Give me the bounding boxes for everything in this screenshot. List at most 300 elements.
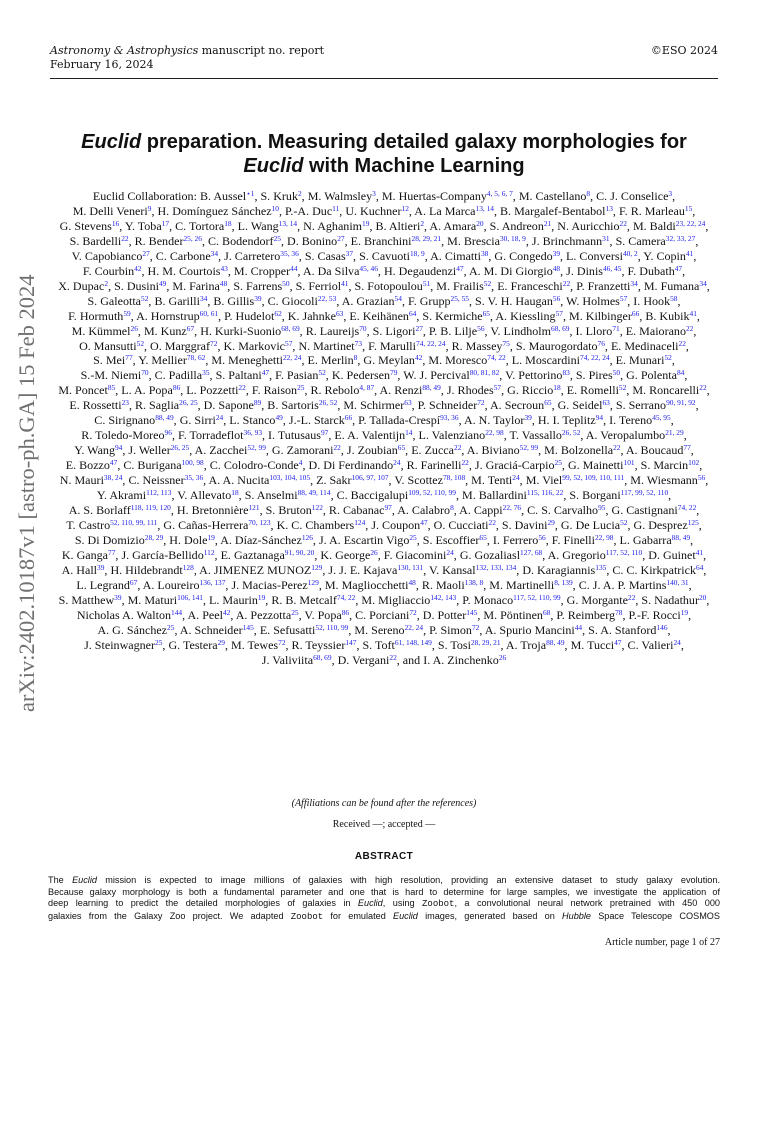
affiliation-superscript[interactable]: 63: [404, 398, 412, 408]
header-rule: [50, 78, 718, 79]
affiliation-superscript[interactable]: 49: [275, 413, 283, 423]
affiliation-superscript[interactable]: 41: [689, 308, 697, 318]
affiliation-superscript[interactable]: 47: [420, 517, 428, 527]
author-name: W. J. Percival$^{80, 81, 82}$: [403, 368, 500, 383]
author-name: L. Wang$^{13, 14}$: [237, 218, 298, 233]
affiliation-superscript[interactable]: 128: [182, 562, 194, 572]
affiliation-superscript[interactable]: 97: [320, 428, 329, 438]
affiliation-superscript[interactable]: 70: [359, 323, 367, 333]
affiliation-superscript[interactable]: 39: [114, 592, 122, 602]
affiliation-superscript[interactable]: 12: [401, 203, 409, 213]
affiliation-superscript[interactable]: 91, 90, 20: [284, 547, 315, 557]
affiliation-superscript[interactable]: 142, 143: [430, 592, 457, 602]
affiliation-superscript[interactable]: 26, 52: [561, 428, 581, 438]
affiliation-superscript[interactable]: 72: [409, 607, 417, 617]
affiliation-superscript[interactable]: 22: [333, 443, 341, 453]
affiliation-superscript[interactable]: 2: [104, 278, 109, 288]
affiliation-superscript[interactable]: 122: [311, 503, 323, 513]
affiliation-superscript[interactable]: 68, 69: [313, 652, 332, 662]
affiliation-superscript[interactable]: 68: [542, 607, 551, 617]
affiliation-superscript[interactable]: 22: [121, 233, 129, 243]
affiliation-superscript[interactable]: 80, 81, 82: [469, 368, 500, 378]
affiliation-superscript[interactable]: 8: [450, 503, 454, 513]
affiliation-superscript[interactable]: 22, 53: [317, 293, 337, 303]
affiliation-superscript[interactable]: 145: [466, 607, 478, 617]
author-name: C. Giocoli$^{22, 53}$: [267, 293, 337, 308]
affiliation-superscript[interactable]: 99, 52, 109, 110, 111: [562, 473, 625, 483]
affiliation-superscript[interactable]: 25: [167, 622, 175, 632]
affiliation-superscript[interactable]: 72: [477, 398, 485, 408]
affiliation-superscript[interactable]: 138, 8: [464, 577, 484, 587]
affiliation-superscript[interactable]: 65: [544, 398, 552, 408]
affiliation-superscript[interactable]: 3: [372, 189, 376, 198]
affiliation-superscript[interactable]: 72: [471, 622, 480, 632]
affiliation-superscript[interactable]: 52: [483, 278, 492, 288]
affiliation-superscript[interactable]: 56: [477, 323, 485, 333]
affiliation-superscript[interactable]: 26: [130, 323, 138, 333]
affiliation-superscript[interactable]: 4, 87: [359, 383, 375, 393]
affiliation-superscript[interactable]: 2: [297, 189, 302, 198]
affiliation-superscript[interactable]: 56: [538, 532, 546, 542]
affiliation-superscript[interactable]: 38, 24: [103, 473, 123, 483]
affiliation-superscript[interactable]: 145: [242, 622, 254, 632]
affiliation-superscript[interactable]: 106, 141: [177, 592, 203, 602]
affiliation-superscript[interactable]: 44: [290, 263, 298, 273]
affiliation-superscript[interactable]: 24: [673, 637, 681, 647]
affiliation-superscript[interactable]: 23: [121, 398, 129, 408]
affiliation-superscript[interactable]: 125: [687, 517, 699, 527]
affiliation-superscript[interactable]: 35, 36: [184, 473, 204, 483]
author-name: J.-L. Starck$^{66}$: [288, 413, 353, 428]
author-name: S. Pires$^{50}$: [575, 368, 621, 383]
author-name: E. A. Valentijn$^{14}$: [334, 428, 413, 443]
affiliation-superscript[interactable]: 63: [602, 398, 610, 408]
affiliation-superscript[interactable]: 4, 5, 6, 7: [486, 189, 513, 198]
affiliation-superscript[interactable]: 35: [202, 368, 210, 378]
affiliation-superscript[interactable]: 77: [108, 547, 116, 557]
affiliation-superscript[interactable]: 47: [261, 368, 270, 378]
affiliation-superscript[interactable]: 48: [408, 577, 416, 587]
author-name: A. Veropalumbo$^{21, 29}$: [585, 428, 684, 443]
affiliation-superscript[interactable]: 25: [291, 607, 299, 617]
affiliation-superscript[interactable]: 34: [199, 293, 208, 303]
affiliation-superscript[interactable]: 76: [597, 338, 605, 348]
affiliation-superscript[interactable]: 24: [215, 413, 224, 423]
affiliation-superscript[interactable]: 22: [389, 652, 397, 662]
italic-term: Euclid: [393, 910, 418, 921]
affiliation-superscript[interactable]: 28, 29: [144, 532, 164, 542]
affiliation-superscript[interactable]: 68, 69: [281, 323, 300, 333]
author-name: M. Fumana$^{34}$: [643, 278, 707, 293]
affiliation-superscript[interactable]: 58: [670, 293, 678, 303]
affiliation-superscript[interactable]: 23, 22, 24: [675, 218, 706, 228]
affiliation-superscript[interactable]: 44: [574, 622, 583, 632]
affiliation-superscript[interactable]: 45, 46: [359, 263, 378, 273]
affiliation-superscript[interactable]: 112, 113: [146, 488, 172, 498]
affiliation-superscript[interactable]: 57: [619, 293, 628, 303]
affiliation-superscript[interactable]: 27: [415, 323, 423, 333]
author-name: F. Grupp$^{25, 55}$: [407, 293, 469, 308]
affiliation-superscript[interactable]: 19: [257, 592, 266, 602]
affiliation-superscript[interactable]: 74, 22: [487, 353, 506, 363]
affiliation-superscript[interactable]: 22, 24: [404, 622, 424, 632]
affiliation-superscript[interactable]: 38: [480, 248, 489, 258]
affiliation-superscript[interactable]: 35, 36: [280, 248, 299, 258]
affiliation-superscript[interactable]: 22: [461, 458, 469, 468]
affiliation-superscript[interactable]: 18: [553, 383, 561, 393]
affiliation-superscript[interactable]: 112: [203, 547, 215, 557]
affiliation-superscript[interactable]: 66: [344, 413, 353, 423]
affiliation-superscript[interactable]: 22: [678, 338, 686, 348]
author-name: G. Desprez$^{125}$: [633, 517, 699, 532]
affiliation-superscript[interactable]: 72: [210, 338, 218, 348]
affiliation-superscript[interactable]: 39: [524, 413, 532, 423]
affiliation-superscript[interactable]: 147: [345, 637, 357, 647]
affiliation-superscript[interactable]: 40, 2: [622, 248, 638, 258]
author-name: A. Gregorio$^{117, 52, 110}$: [547, 547, 643, 562]
author-name: S. Bruton$^{122}$: [265, 503, 323, 518]
affiliation-superscript[interactable]: 96: [164, 428, 172, 438]
affiliation-superscript[interactable]: 109, 52, 110, 99: [408, 488, 456, 498]
affiliation-superscript[interactable]: 117, 99, 52, 110: [620, 488, 669, 498]
affiliation-superscript[interactable]: 25: [554, 458, 562, 468]
affiliation-superscript[interactable]: 136, 137: [199, 577, 226, 587]
affiliation-superscript[interactable]: 47: [109, 458, 118, 468]
affiliation-superscript[interactable]: 86: [341, 607, 350, 617]
affiliation-superscript[interactable]: 60, 61: [199, 308, 219, 318]
author-name: H. M. Courtois$^{43}$: [147, 263, 228, 278]
affiliation-superscript[interactable]: 48: [552, 263, 561, 273]
author-name: G. Cañas-Herrera$^{70, 123}$: [163, 517, 271, 532]
affiliation-superscript[interactable]: 25: [273, 233, 281, 243]
affiliation-superscript[interactable]: 52, 99: [519, 443, 539, 453]
affiliation-superscript[interactable]: 26: [370, 547, 378, 557]
affiliation-superscript[interactable]: 41: [685, 248, 694, 258]
affiliation-superscript[interactable]: 52, 99: [247, 443, 266, 453]
affiliation-superscript[interactable]: 11: [332, 203, 340, 213]
affiliation-superscript[interactable]: 52: [318, 368, 326, 378]
affiliation-superscript[interactable]: 25, 26: [183, 233, 202, 243]
affiliation-superscript[interactable]: 22: [613, 443, 621, 453]
author-name: S. Dusini$^{49}$: [114, 278, 167, 293]
affiliation-superscript[interactable]: 26: [498, 652, 507, 662]
affiliation-superscript[interactable]: 36, 93: [243, 428, 263, 438]
affiliation-superscript[interactable]: 22: [238, 383, 246, 393]
author-name: K. Ganga$^{77}$: [61, 547, 116, 562]
affiliation-superscript[interactable]: 8: [353, 353, 358, 363]
affiliation-superscript[interactable]: 117, 52, 110, 99: [513, 592, 561, 602]
affiliation-superscript[interactable]: 95: [598, 503, 606, 513]
affiliation-superscript[interactable]: 19: [207, 532, 215, 542]
affiliation-superscript[interactable]: 146: [656, 622, 668, 632]
author-name: R. Saglia$^{26, 25}$: [134, 398, 198, 413]
affiliation-superscript[interactable]: 42: [134, 263, 142, 273]
affiliation-superscript[interactable]: 88, 49: [422, 383, 441, 393]
affiliation-superscript[interactable]: 24: [512, 473, 520, 483]
affiliation-superscript[interactable]: 84: [676, 368, 685, 378]
affiliation-superscript[interactable]: 88, 49: [155, 413, 174, 423]
affiliation-superscript[interactable]: 8, 139: [554, 577, 573, 587]
affiliation-superscript[interactable]: 64: [408, 308, 417, 318]
affiliation-superscript[interactable]: 94: [595, 413, 604, 423]
abstract-segment: for emulated: [323, 910, 394, 921]
affiliation-superscript[interactable]: 117, 52, 110: [605, 547, 643, 557]
affiliation-superscript[interactable]: 21: [543, 218, 552, 228]
author-name: I. Ferrero$^{56}$: [492, 532, 546, 547]
affiliation-superscript[interactable]: 56: [697, 473, 706, 483]
affiliation-superscript[interactable]: 22: [699, 383, 707, 393]
header-date: February 16, 2024: [50, 58, 154, 71]
affiliation-superscript[interactable]: 25: [155, 637, 163, 647]
affiliation-superscript[interactable]: 78, 62: [186, 353, 206, 363]
affiliation-superscript[interactable]: 124: [354, 517, 366, 527]
author-name: H. Kurki-Suonio$^{68, 69}$: [200, 323, 300, 338]
affiliation-superscript[interactable]: 65: [397, 443, 406, 453]
affiliation-superscript[interactable]: 132, 133, 134: [475, 562, 517, 572]
affiliation-superscript[interactable]: 73: [354, 338, 363, 348]
author-name: I. Tutusaus$^{97}$: [268, 428, 329, 443]
affiliation-superscript[interactable]: 86: [172, 383, 181, 393]
affiliation-superscript[interactable]: 126: [301, 532, 313, 542]
affiliation-superscript[interactable]: 121: [248, 503, 260, 513]
affiliation-superscript[interactable]: 49: [158, 278, 167, 288]
affiliation-superscript[interactable]: 65: [479, 532, 487, 542]
affiliation-superscript[interactable]: 22: [488, 517, 496, 527]
affiliation-superscript[interactable]: 22, 98: [594, 532, 614, 542]
affiliation-superscript[interactable]: 63: [335, 308, 344, 318]
affiliation-superscript[interactable]: 34: [630, 278, 638, 288]
author-name: A. Da Silva$^{45, 46}$: [302, 263, 378, 278]
affiliation-superscript[interactable]: 130, 131: [397, 562, 424, 572]
affiliation-superscript[interactable]: 70: [141, 368, 149, 378]
author-name: J. J. E. Kajava$^{130, 131}$: [328, 562, 424, 577]
affiliation-superscript[interactable]: 43: [220, 263, 228, 273]
affiliation-superscript[interactable]: 22, 76: [502, 503, 522, 513]
affiliation-superscript[interactable]: 26, 25: [170, 443, 190, 453]
affiliation-superscript[interactable]: 19: [680, 607, 689, 617]
copyright: ©ESO 2024: [650, 44, 718, 57]
affiliation-superscript[interactable]: 42: [222, 607, 231, 617]
affiliation-superscript[interactable]: 16: [111, 218, 120, 228]
affiliation-superscript[interactable]: 79: [390, 368, 398, 378]
affiliation-superscript[interactable]: 26, 25: [179, 398, 198, 408]
affiliation-superscript[interactable]: 65: [482, 308, 490, 318]
affiliation-superscript[interactable]: 31: [602, 233, 610, 243]
affiliation-superscript[interactable]: 22: [628, 592, 636, 602]
affiliation-superscript[interactable]: 30, 18, 9: [499, 233, 526, 243]
affiliation-superscript[interactable]: 27: [337, 233, 345, 243]
affiliation-superscript[interactable]: 15: [684, 203, 693, 213]
affiliation-superscript[interactable]: 57: [285, 338, 293, 348]
affiliation-superscript[interactable]: 64: [696, 562, 704, 572]
affiliation-superscript[interactable]: 26, 52: [318, 398, 338, 408]
affiliation-superscript[interactable]: 67: [129, 577, 138, 587]
affiliation-superscript[interactable]: 52: [136, 338, 145, 348]
affiliation-superscript[interactable]: 97: [384, 503, 392, 513]
author-name: J. Valiviita$^{68, 69}$: [261, 652, 332, 667]
affiliation-superscript[interactable]: 102: [688, 458, 700, 468]
affiliation-superscript[interactable]: 77: [683, 443, 691, 453]
abstract-segment: The: [48, 875, 73, 885]
affiliation-superscript[interactable]: 83: [562, 368, 570, 378]
author-name: U. Kuchner$^{12}$: [345, 203, 409, 218]
affiliation-superscript[interactable]: 21, 29: [665, 428, 684, 438]
affiliation-superscript[interactable]: 39: [97, 562, 105, 572]
author-name: S. Galeotta$^{52}$: [87, 293, 149, 308]
affiliation-superscript[interactable]: 50: [612, 368, 621, 378]
author-name: E. Keihänen$^{64}$: [349, 308, 417, 323]
affiliation-superscript[interactable]: 13: [605, 203, 613, 213]
affiliation-superscript[interactable]: 39: [254, 293, 262, 303]
affiliation-superscript[interactable]: 41: [341, 278, 349, 288]
affiliations-note: (Affiliations can be found after the references): [291, 798, 477, 809]
affiliation-superscript[interactable]: 52: [141, 293, 149, 303]
affiliation-superscript[interactable]: 74, 22, 24: [416, 338, 446, 348]
affiliation-superscript[interactable]: 118, 119, 120: [130, 503, 171, 513]
author-name: A. Cimatti$^{38}$: [430, 248, 489, 263]
author-name: F. Torradeflot$^{36, 93}$: [177, 428, 263, 443]
affiliation-superscript[interactable]: 70, 123: [248, 517, 271, 527]
affiliation-superscript[interactable]: 78: [615, 607, 623, 617]
author-name: E. Merlin$^8$: [307, 353, 358, 368]
affiliation-superscript[interactable]: 66: [631, 308, 640, 318]
author-name: E. Branchini$^{28, 29, 21}$: [350, 233, 442, 248]
affiliation-superscript[interactable]: 19: [362, 218, 370, 228]
affiliation-superscript[interactable]: 24: [393, 458, 401, 468]
affiliation-superscript[interactable]: 37: [345, 248, 354, 258]
affiliation-superscript[interactable]: 52: [620, 517, 628, 527]
affiliation-superscript[interactable]: 10: [271, 203, 279, 213]
affiliation-superscript[interactable]: 103, 104, 105: [269, 473, 311, 483]
affiliation-superscript[interactable]: 13, 14: [278, 218, 298, 228]
affiliation-superscript[interactable]: 28, 29, 21: [411, 233, 442, 243]
affiliation-superscript[interactable]: 51: [422, 278, 431, 288]
affiliation-superscript[interactable]: 2: [420, 218, 425, 228]
affiliation-superscript[interactable]: 34: [699, 278, 707, 288]
affiliation-superscript[interactable]: 52, 110, 99, 111: [110, 517, 158, 527]
affiliation-superscript[interactable]: 52: [618, 383, 627, 393]
affiliation-superscript[interactable]: 88, 49: [671, 532, 691, 542]
affiliation-superscript[interactable]: 22: [619, 218, 627, 228]
affiliation-superscript[interactable]: 115, 116, 22: [526, 488, 564, 498]
affiliation-superscript[interactable]: 89: [253, 398, 262, 408]
affiliation-superscript[interactable]: ⋆1: [246, 189, 255, 198]
affiliation-superscript[interactable]: 72: [278, 637, 286, 647]
affiliation-superscript[interactable]: 34: [210, 248, 219, 258]
affiliation-superscript[interactable]: 29: [217, 637, 225, 647]
affiliation-superscript[interactable]: 39: [552, 248, 561, 258]
affiliation-superscript[interactable]: 94: [114, 443, 123, 453]
affiliation-superscript[interactable]: 61, 148, 149: [394, 637, 432, 647]
affiliation-superscript[interactable]: 25, 55: [450, 293, 469, 303]
affiliation-superscript[interactable]: 57: [493, 383, 502, 393]
affiliation-superscript[interactable]: 18: [224, 218, 232, 228]
affiliation-superscript[interactable]: 20: [476, 218, 484, 228]
affiliation-superscript[interactable]: 14: [405, 428, 413, 438]
affiliation-superscript[interactable]: 24: [446, 547, 454, 557]
affiliation-superscript[interactable]: 3: [668, 189, 673, 198]
affiliation-superscript[interactable]: 22, 98: [485, 428, 504, 438]
affiliation-superscript[interactable]: 85: [107, 383, 116, 393]
affiliation-superscript[interactable]: 106, 97, 107: [351, 473, 389, 483]
affiliation-superscript[interactable]: 140, 31: [666, 577, 689, 587]
affiliation-superscript[interactable]: 88, 49: [546, 637, 565, 647]
affiliation-superscript[interactable]: 57: [555, 308, 563, 318]
affiliation-superscript[interactable]: 27: [142, 248, 150, 258]
affiliation-superscript[interactable]: 32, 33, 27: [665, 233, 696, 243]
affiliation-superscript[interactable]: 74, 22: [336, 592, 356, 602]
affiliation-superscript[interactable]: 47: [674, 263, 683, 273]
author-name: R. Laureijs$^{70}$: [305, 323, 367, 338]
affiliation-superscript[interactable]: 9: [147, 203, 152, 213]
affiliation-superscript[interactable]: 45, 95: [652, 413, 671, 423]
affiliation-superscript[interactable]: 20: [698, 592, 707, 602]
author-name: H. I. Teplitz$^{94}$: [537, 413, 604, 428]
affiliation-superscript[interactable]: 4: [298, 458, 303, 468]
affiliation-superscript[interactable]: 8: [586, 189, 591, 198]
affiliation-superscript[interactable]: 17: [161, 218, 170, 228]
affiliation-superscript[interactable]: 22: [685, 323, 694, 333]
affiliation-superscript[interactable]: 78, 108: [442, 473, 466, 483]
affiliation-superscript[interactable]: 42: [414, 353, 423, 363]
affiliation-superscript[interactable]: 68, 69: [551, 323, 570, 333]
author-name: M. Schirmer$^{63}$: [343, 398, 412, 413]
affiliation-superscript[interactable]: 18, 9: [409, 248, 425, 258]
author-name: D. Karagiannis$^{135}$: [522, 562, 607, 577]
affiliation-superscript[interactable]: 127, 68: [520, 547, 543, 557]
author-name: N. Mauri$^{38, 24}$: [59, 473, 123, 488]
affiliation-superscript[interactable]: 52, 110, 99: [315, 622, 349, 632]
affiliation-superscript[interactable]: 74, 22, 24: [580, 353, 610, 363]
affiliation-superscript[interactable]: 59: [123, 308, 131, 318]
affiliation-superscript[interactable]: 144: [171, 607, 183, 617]
affiliation-superscript[interactable]: 62: [274, 308, 282, 318]
affiliation-superscript[interactable]: 25: [297, 383, 305, 393]
affiliation-superscript[interactable]: 90, 91, 92: [666, 398, 696, 408]
affiliation-superscript[interactable]: 100, 98: [181, 458, 204, 468]
affiliation-superscript[interactable]: 41: [695, 547, 704, 557]
affiliation-superscript[interactable]: 93, 36: [440, 413, 459, 423]
affiliation-superscript[interactable]: 75: [502, 338, 510, 348]
affiliation-superscript[interactable]: 29: [547, 517, 555, 527]
affiliation-superscript[interactable]: 47: [614, 637, 622, 647]
affiliation-superscript[interactable]: 47: [456, 263, 464, 273]
affiliation-superscript[interactable]: 50: [282, 278, 290, 288]
affiliation-superscript[interactable]: 48: [219, 278, 228, 288]
affiliation-superscript[interactable]: 129: [311, 562, 323, 572]
affiliation-superscript[interactable]: 52: [664, 353, 672, 363]
affiliation-superscript[interactable]: 25: [409, 532, 417, 542]
affiliation-superscript[interactable]: 54: [394, 293, 402, 303]
affiliation-superscript[interactable]: 13, 14: [475, 203, 494, 213]
affiliation-superscript[interactable]: 22: [562, 278, 571, 288]
affiliation-superscript[interactable]: 135: [595, 562, 607, 572]
affiliation-superscript[interactable]: 46, 45: [602, 263, 622, 273]
affiliation-superscript[interactable]: 56: [552, 293, 561, 303]
affiliation-superscript[interactable]: 77: [125, 353, 133, 363]
affiliation-superscript[interactable]: 71: [612, 323, 620, 333]
affiliation-superscript[interactable]: 88, 49, 114: [297, 488, 331, 498]
affiliation-superscript[interactable]: 101: [623, 458, 635, 468]
author-name: L. Legrand$^{67}$: [76, 577, 138, 592]
affiliation-superscript[interactable]: 22: [454, 443, 462, 453]
affiliation-superscript[interactable]: 22, 24: [282, 353, 302, 363]
affiliation-superscript[interactable]: 74, 22: [677, 503, 697, 513]
affiliation-superscript[interactable]: 67: [186, 323, 195, 333]
affiliation-superscript[interactable]: 129: [307, 577, 319, 587]
affiliation-superscript[interactable]: 28, 29, 21: [470, 637, 501, 647]
affiliation-superscript[interactable]: 18: [231, 488, 239, 498]
